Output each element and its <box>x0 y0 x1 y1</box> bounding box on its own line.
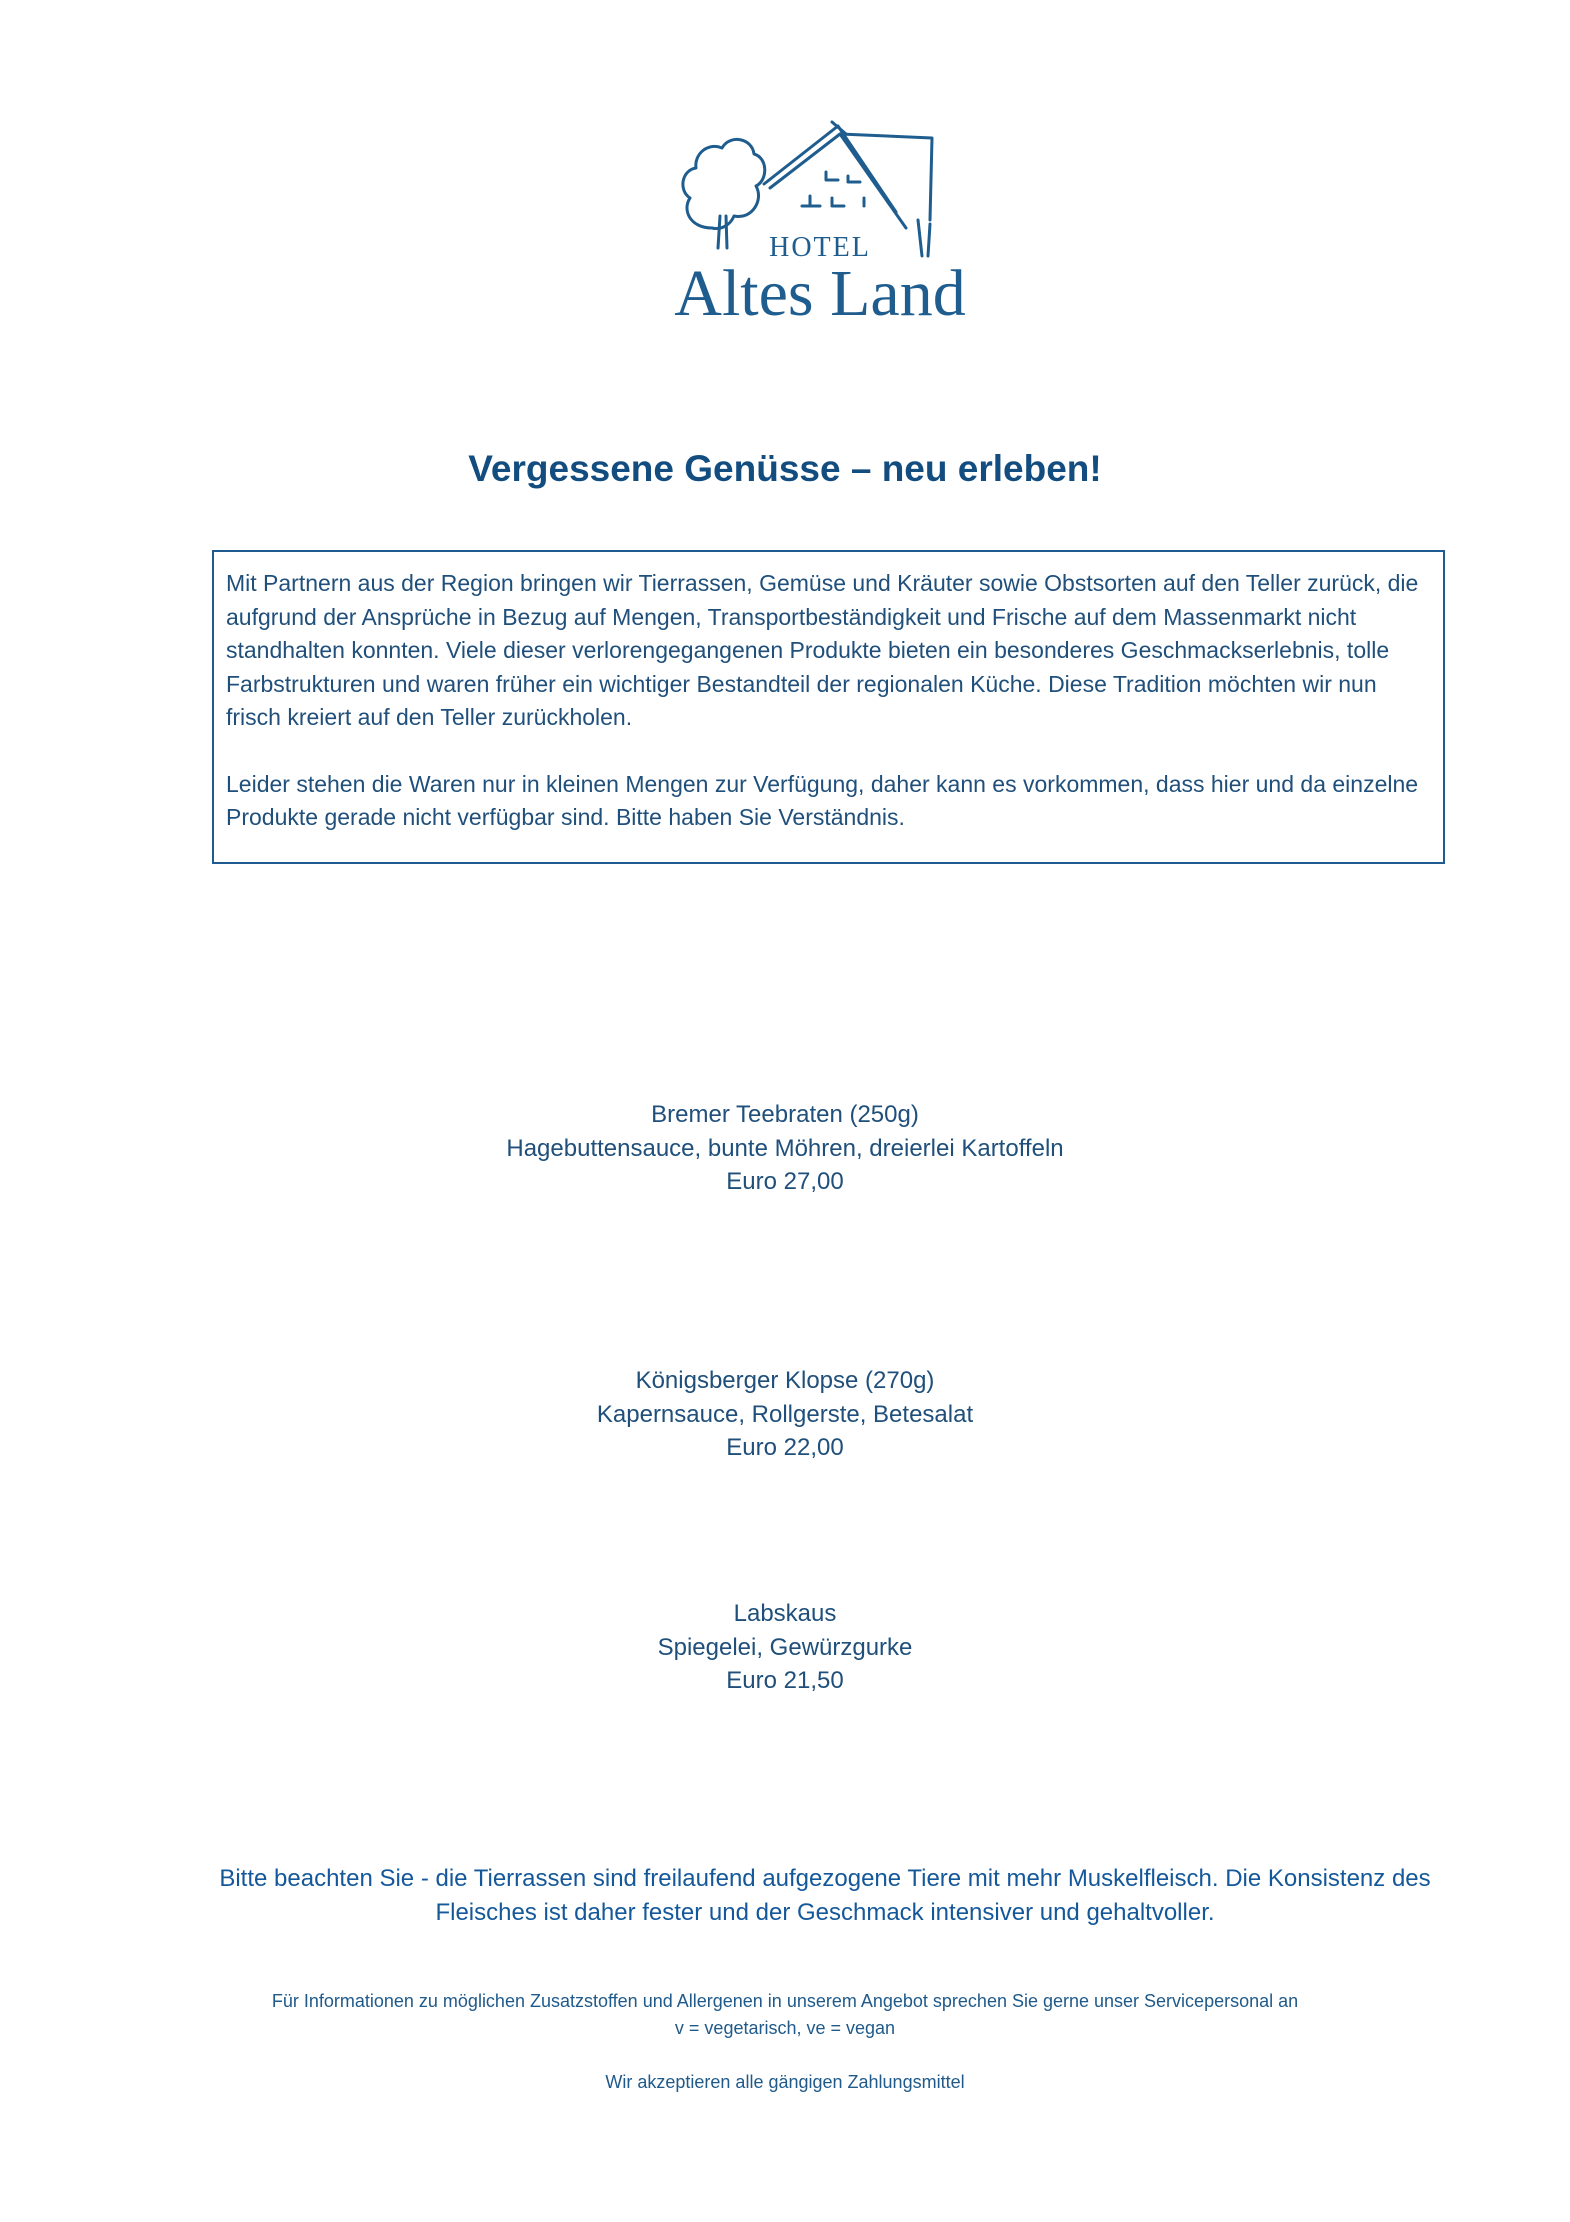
allergen-info: Für Informationen zu möglichen Zusatzstoffen und Allergenen in unserem Angebot sprechen Sie gerne unser Servicepersonal an <box>271 1991 1299 2011</box>
dish-sides: Hagebuttensauce, bunte Möhren, dreierlei Kartoffeln <box>506 1134 1064 1162</box>
intro-paragraph-1: Mit Partnern aus der Region bringen wir Tierrassen, Gemüse und Kräuter sowie Obstsorten auf den Teller zurück, die aufgrund der Ansprüche in Bezug auf Mengen, Transportbeständigkeit und Frische auf dem Massenmarkt nicht standhalten konnten. Viele dieser verlorengegangenen Produkte bieten ein besonderes Geschmackserlebnis, tolle Farbstrukturen und waren früher ein wichtiger Bestandteil der regionalen Küche. Diese Tradition möchten wir nun frisch kreiert auf den Teller zurückholen. <box>226 570 1419 730</box>
logo-hotel-text: HOTEL <box>769 232 871 263</box>
diet-legend: v = vegetarisch, ve = vegan <box>674 2018 896 2038</box>
dish-sides: Spiegelei, Gewürzgurke <box>657 1633 913 1661</box>
dish-item <box>0 1364 1570 1465</box>
payment-info: Wir akzeptieren alle gängigen Zahlungsmittel <box>605 2072 965 2092</box>
dish-name: Labskaus <box>733 1600 837 1627</box>
dish-item <box>0 1597 1570 1698</box>
dish-price: Euro 21,50 <box>726 1667 844 1694</box>
page-title: Vergessene Genüsse – neu erleben! <box>468 448 1102 489</box>
dish-item <box>0 1098 1570 1199</box>
dish-price: Euro 27,00 <box>726 1168 844 1195</box>
dish-name: Bremer Teebraten (250g) <box>651 1101 919 1128</box>
meat-note: Bitte beachten Sie - die Tierrassen sind freilaufend aufgezogene Tiere mit mehr Muskelfleisch. Die Konsistenz des Fleisches ist daher fester und der Geschmack intensiver und gehaltvoller. <box>219 1865 1431 1926</box>
hotel-logo <box>660 120 980 330</box>
intro-box <box>212 550 1445 864</box>
intro-paragraph-2: Leider stehen die Waren nur in kleinen Mengen zur Verfügung, daher kann es vorkommen, dass hier und da einzelne Produkte gerade nicht verfügbar sind. Bitte haben Sie Verständnis. <box>226 770 1419 830</box>
logo-name-text: Altes Land <box>674 257 966 330</box>
dish-sides: Kapernsauce, Rollgerste, Betesalat <box>596 1400 974 1428</box>
dish-name: Königsberger Klopse (270g) <box>635 1367 935 1394</box>
dish-price: Euro 22,00 <box>726 1434 844 1461</box>
